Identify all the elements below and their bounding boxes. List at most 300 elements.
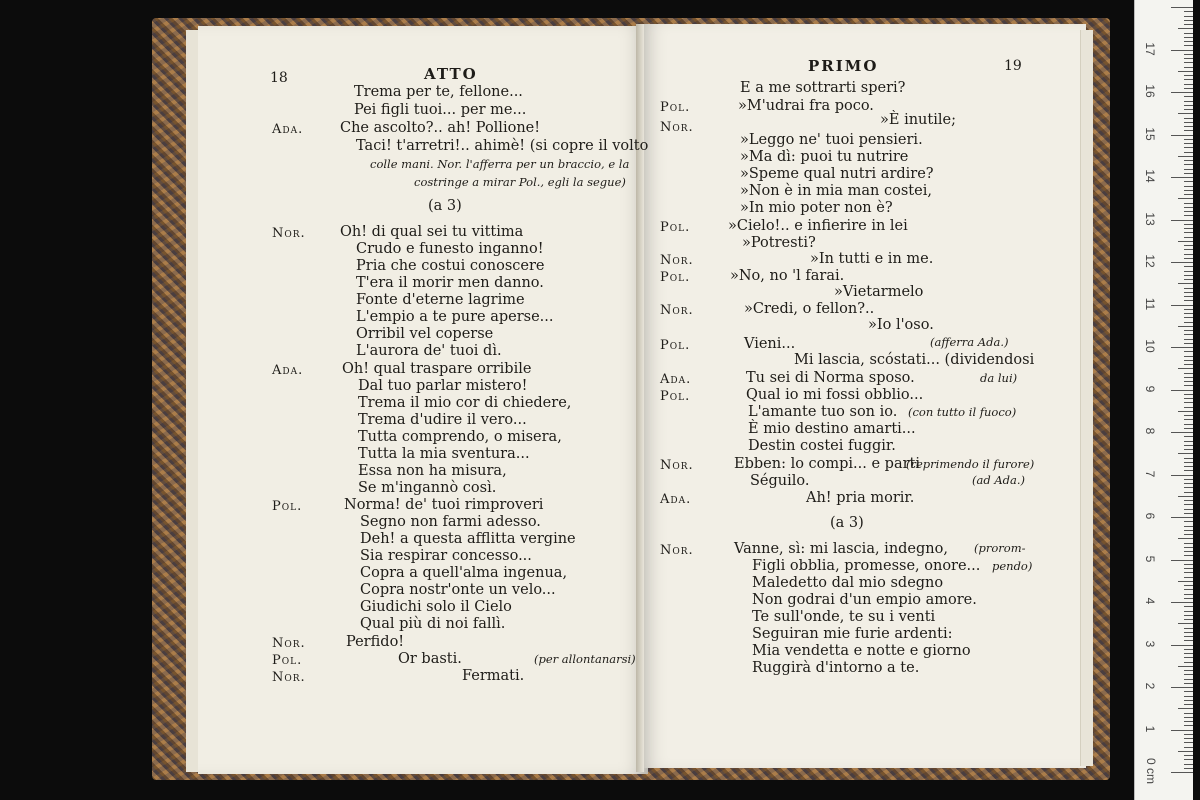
left-page-verse-line: L'empio a te pure aperse... xyxy=(356,309,554,325)
right-page-verse-line: Destin costei fuggir. xyxy=(748,438,896,454)
ruler-tick xyxy=(1171,687,1193,688)
ruler-tick xyxy=(1184,500,1193,501)
ruler-tick xyxy=(1184,41,1193,42)
right-page-verse-line: L'amante tuo son io. xyxy=(748,404,898,420)
left-page-verse-line: Perfido! xyxy=(346,634,405,650)
right-page-speaker-label: Nor. xyxy=(660,120,694,135)
ruler-tick xyxy=(1184,266,1193,267)
right-page-stage-direction: (ad Ada.) xyxy=(972,473,1026,487)
ruler-tick xyxy=(1184,228,1193,229)
ruler-tick xyxy=(1171,390,1193,391)
left-page-speaker-label: Ada. xyxy=(272,363,304,378)
left-page-verse-line: Copra nostr'onte un velo... xyxy=(360,582,556,598)
right-page-verse-line: Vanne, sì: mi lascia, indegno, xyxy=(734,541,948,557)
ruler-tick xyxy=(1184,721,1193,722)
right-page-verse-line: »Potresti? xyxy=(742,235,816,251)
ruler-tick xyxy=(1184,589,1193,590)
ruler-tick xyxy=(1184,356,1193,357)
ruler-tick xyxy=(1171,517,1193,518)
ruler-label: 13 xyxy=(1143,211,1157,226)
left-page-number: 18 xyxy=(270,70,288,86)
ruler-tick xyxy=(1184,462,1193,463)
right-page-verse-line: »Credi, o fellon?.. xyxy=(744,301,875,317)
ruler-tick xyxy=(1184,143,1193,144)
left-page-verse-line: Dal tuo parlar mistero! xyxy=(358,378,528,394)
ruler-tick xyxy=(1184,725,1193,726)
ruler-tick xyxy=(1184,181,1193,182)
ruler-tick xyxy=(1184,96,1193,97)
ruler-tick xyxy=(1184,479,1193,480)
ruler-tick xyxy=(1184,487,1193,488)
ruler-tick xyxy=(1184,207,1193,208)
ruler-tick xyxy=(1184,288,1193,289)
ruler-tick xyxy=(1184,606,1193,607)
right-page-verse-line: »In mio poter non è? xyxy=(740,200,893,216)
ruler-tick xyxy=(1171,347,1193,348)
right-page-speaker-label: Nor. xyxy=(660,303,694,318)
ruler-tick xyxy=(1184,555,1193,556)
right-page-verse-line: »In tutti e in me. xyxy=(810,251,934,267)
ruler-tick xyxy=(1184,75,1193,76)
ruler-tick xyxy=(1184,470,1193,471)
right-page-speaker-label: Ada. xyxy=(660,372,692,387)
right-page-verse-line: »Speme qual nutri ardire? xyxy=(740,166,934,182)
ruler-label: 4 xyxy=(1143,597,1157,605)
measuring-ruler xyxy=(1134,0,1193,800)
right-page-verse-line: Figli obblia, promesse, onore... xyxy=(752,558,981,574)
ruler-tick xyxy=(1184,436,1193,437)
right-page-speaker-label: Nor. xyxy=(660,458,694,473)
ruler-tick xyxy=(1171,135,1193,136)
left-page-verse-line: Norma! de' tuoi rimproveri xyxy=(344,497,544,513)
ruler-tick xyxy=(1184,105,1193,106)
ruler-tick xyxy=(1171,220,1193,221)
ruler-tick xyxy=(1184,351,1193,352)
ruler-tick xyxy=(1184,679,1193,680)
ruler-tick xyxy=(1184,483,1193,484)
ruler-label: 8 xyxy=(1143,427,1157,435)
left-page-verse-line: Che ascolto?.. ah! Pollione! xyxy=(340,120,541,136)
ruler-tick xyxy=(1184,466,1193,467)
ruler-tick xyxy=(1184,640,1193,641)
right-page-verse-line: Ruggirà d'intorno a te. xyxy=(752,660,920,676)
ruler-tick xyxy=(1184,20,1193,21)
ruler-tick xyxy=(1184,717,1193,718)
right-page-verse-line: »Vietarmelo xyxy=(834,284,924,300)
ruler-tick xyxy=(1184,203,1193,204)
ruler-tick xyxy=(1184,572,1193,573)
left-page-verse-line: Fermati. xyxy=(462,668,525,684)
ruler-tick xyxy=(1184,24,1193,25)
ruler-tick xyxy=(1184,109,1193,110)
ruler-tick xyxy=(1184,530,1193,531)
ruler-tick xyxy=(1184,509,1193,510)
ruler-tick xyxy=(1184,215,1193,216)
left-page-verse-line: Tutta la mia sventura... xyxy=(358,446,530,462)
left-page-speaker-label: Ada. xyxy=(272,122,304,137)
ruler-label: 9 xyxy=(1143,385,1157,392)
left-page-verse-line: Taci! t'arretri!.. ahimè! (si copre il volto xyxy=(356,138,649,154)
ruler-label: 15 xyxy=(1143,126,1157,141)
right-page-speaker-label: Pol. xyxy=(660,338,691,353)
right-page-verse-line: »Io l'oso. xyxy=(868,317,934,333)
ruler-tick xyxy=(1184,11,1193,12)
right-page-verse-line: Mia vendetta e notte e giorno xyxy=(752,643,971,659)
right-page-speaker-label: Pol. xyxy=(660,389,691,404)
right-page-stage-direction: (con tutto il fuoco) xyxy=(908,405,1017,419)
ruler-tick xyxy=(1184,526,1193,527)
left-page-verse-line: Sia respirar concesso... xyxy=(360,548,532,564)
ruler-tick xyxy=(1184,738,1193,739)
ruler-label: 7 xyxy=(1143,470,1157,477)
ruler-tick xyxy=(1184,271,1193,272)
right-page-speaker-label: Nor. xyxy=(660,253,694,268)
right-page-speaker-label: Pol. xyxy=(660,270,691,285)
ruler-tick xyxy=(1184,373,1193,374)
ruler-tick xyxy=(1184,594,1193,595)
ruler-label: 6 xyxy=(1143,512,1157,520)
right-page-verse-line: E a me sottrarti speri? xyxy=(740,80,906,96)
right-page-verse-line: »Cielo!.. e infierire in lei xyxy=(728,218,908,234)
left-page-verse-line: Essa non ha misura, xyxy=(358,463,507,479)
ruler-tick xyxy=(1184,330,1193,331)
ruler-label: 5 xyxy=(1143,555,1157,562)
ruler-tick xyxy=(1184,670,1193,671)
ruler-tick xyxy=(1184,62,1193,63)
ruler-tick xyxy=(1178,708,1193,709)
left-page-verse-line: Segno non farmi adesso. xyxy=(360,514,541,530)
left-page-verse-line: L'aurora de' tuoi dì. xyxy=(356,343,502,359)
ruler-tick xyxy=(1184,296,1193,297)
ruler-tick xyxy=(1184,428,1193,429)
right-page-verse-line: (a 3) xyxy=(830,515,864,531)
ruler-tick xyxy=(1184,152,1193,153)
right-page-speaker-label: Pol. xyxy=(660,100,691,115)
ruler-tick xyxy=(1184,662,1193,663)
ruler-tick xyxy=(1184,632,1193,633)
ruler-tick xyxy=(1184,700,1193,701)
ruler-tick xyxy=(1184,381,1193,382)
ruler-tick xyxy=(1184,245,1193,246)
right-page-verse-line: Séguilo. xyxy=(750,473,810,489)
ruler-tick xyxy=(1171,772,1193,773)
ruler-tick xyxy=(1184,449,1193,450)
right-page-verse-line: »Leggo ne' tuoi pensieri. xyxy=(740,132,923,148)
ruler-tick xyxy=(1184,300,1193,301)
ruler-tick xyxy=(1184,186,1193,187)
left-page-stage-direction: costringe a mirar Pol., egli la segue) xyxy=(414,175,626,189)
ruler-tick xyxy=(1184,534,1193,535)
ruler-tick xyxy=(1184,742,1193,743)
ruler-tick xyxy=(1184,628,1193,629)
right-page-verse-line: »M'udrai fra poco. xyxy=(738,98,874,114)
ruler-tick xyxy=(1184,147,1193,148)
right-page-verse-line: Non godrai d'un empio amore. xyxy=(752,592,977,608)
ruler-tick xyxy=(1184,564,1193,565)
right-page-stage-direction: da lui) xyxy=(980,371,1018,385)
left-page-speaker-label: Nor. xyxy=(272,226,306,241)
ruler-tick xyxy=(1178,453,1193,454)
left-page-speaker-label: Pol. xyxy=(272,499,303,514)
ruler-tick xyxy=(1178,28,1193,29)
ruler-tick xyxy=(1184,377,1193,378)
ruler-tick xyxy=(1184,543,1193,544)
ruler-tick xyxy=(1184,224,1193,225)
ruler-tick xyxy=(1184,759,1193,760)
ruler-tick xyxy=(1184,122,1193,123)
ruler-tick xyxy=(1184,194,1193,195)
ruler-tick xyxy=(1184,130,1193,131)
ruler-label: 14 xyxy=(1143,169,1157,183)
ruler-tick xyxy=(1184,84,1193,85)
right-page-number: 19 xyxy=(1004,58,1022,74)
right-page-verse-line: Tu sei di Norma sposo. xyxy=(746,370,915,386)
ruler-tick xyxy=(1184,67,1193,68)
ruler-tick xyxy=(1184,309,1193,310)
ruler-tick xyxy=(1184,683,1193,684)
ruler-tick xyxy=(1184,313,1193,314)
left-page-verse-line: Pei figli tuoi... per me... xyxy=(354,102,527,118)
ruler-tick xyxy=(1178,666,1193,667)
ruler-tick xyxy=(1184,126,1193,127)
ruler-tick xyxy=(1171,305,1193,306)
ruler-tick xyxy=(1184,734,1193,735)
ruler-tick xyxy=(1184,636,1193,637)
ruler-tick xyxy=(1178,411,1193,412)
ruler-tick xyxy=(1184,504,1193,505)
ruler-tick xyxy=(1184,419,1193,420)
right-page-verse-line: Ebben: lo compi... e parti xyxy=(734,456,921,472)
right-page-speaker-label: Ada. xyxy=(660,492,692,507)
left-page-verse-line: Tutta comprendo, o misera, xyxy=(358,429,562,445)
left-page-speaker-label: Pol. xyxy=(272,653,303,668)
ruler-tick xyxy=(1184,164,1193,165)
left-page-header: ATTO xyxy=(424,65,478,83)
right-page-verse-line: Qual io mi fossi obblio... xyxy=(746,387,924,403)
ruler-tick xyxy=(1178,496,1193,497)
left-page-verse-line: Or basti. xyxy=(398,651,462,667)
right-page-verse-line: Te sull'onde, te su i venti xyxy=(752,609,936,625)
ruler-tick xyxy=(1184,458,1193,459)
ruler-label: 10 xyxy=(1143,339,1157,353)
ruler-label: 3 xyxy=(1143,640,1157,647)
ruler-tick xyxy=(1184,691,1193,692)
ruler-tick xyxy=(1184,415,1193,416)
left-page-verse-line: (a 3) xyxy=(428,198,462,214)
ruler-tick xyxy=(1171,602,1193,603)
ruler-tick xyxy=(1184,45,1193,46)
ruler-tick xyxy=(1184,747,1193,748)
right-page-verse-line: »No, no 'l farai. xyxy=(730,268,845,284)
ruler-tick xyxy=(1184,424,1193,425)
ruler-label: 11 xyxy=(1143,297,1157,310)
ruler-tick xyxy=(1184,37,1193,38)
ruler-tick xyxy=(1184,521,1193,522)
ruler-tick xyxy=(1178,241,1193,242)
ruler-tick xyxy=(1184,649,1193,650)
right-page-speaker-label: Nor. xyxy=(660,543,694,558)
ruler-tick xyxy=(1184,258,1193,259)
ruler-tick xyxy=(1184,54,1193,55)
ruler-tick xyxy=(1184,16,1193,17)
ruler-tick xyxy=(1178,113,1193,114)
ruler-tick xyxy=(1178,283,1193,284)
ruler-tick xyxy=(1184,547,1193,548)
ruler-tick xyxy=(1184,364,1193,365)
ruler-tick xyxy=(1171,645,1193,646)
right-page-stage-direction: (reprimendo il furore) xyxy=(906,457,1035,471)
ruler-tick xyxy=(1184,322,1193,323)
left-page-stage-direction: (per allontanarsi) xyxy=(534,652,636,666)
ruler-tick xyxy=(1184,492,1193,493)
ruler-tick xyxy=(1184,279,1193,280)
left-page-verse-line: Orribil vel coperse xyxy=(356,326,494,342)
left-page-verse-line: T'era il morir men danno. xyxy=(356,275,544,291)
ruler-tick xyxy=(1178,538,1193,539)
ruler-tick xyxy=(1184,398,1193,399)
ruler-tick xyxy=(1184,254,1193,255)
left-page-verse-line: Trema il mio cor di chiedere, xyxy=(358,395,572,411)
ruler-tick xyxy=(1184,88,1193,89)
ruler-tick xyxy=(1171,432,1193,433)
ruler-tick xyxy=(1184,343,1193,344)
right-page-stage-direction: (prorom- xyxy=(974,541,1026,555)
ruler-tick xyxy=(1184,615,1193,616)
ruler-tick xyxy=(1184,653,1193,654)
ruler-tick xyxy=(1184,764,1193,765)
ruler-label: 1 xyxy=(1143,725,1157,732)
ruler-tick xyxy=(1184,237,1193,238)
ruler-tick xyxy=(1184,568,1193,569)
ruler-tick xyxy=(1171,560,1193,561)
left-page-verse-line: Fonte d'eterne lagrime xyxy=(356,292,525,308)
ruler-tick xyxy=(1184,275,1193,276)
left-page-verse-line: Copra a quell'alma ingenua, xyxy=(360,565,568,581)
ruler-tick xyxy=(1184,598,1193,599)
right-page-verse-line: »Ma dì: puoi tu nutrire xyxy=(740,149,909,165)
ruler-tick xyxy=(1184,407,1193,408)
ruler-tick xyxy=(1171,7,1193,8)
left-page-verse-line: Deh! a questa afflitta vergine xyxy=(360,531,576,547)
left-page-verse-line: Trema per te, fellone... xyxy=(354,84,523,100)
left-page-verse-line: Se m'ingannò così. xyxy=(358,480,497,496)
ruler-tick xyxy=(1184,33,1193,34)
ruler-tick xyxy=(1178,326,1193,327)
ruler-tick xyxy=(1184,713,1193,714)
ruler-tick xyxy=(1184,657,1193,658)
left-page-verse-line: Oh! qual traspare orribile xyxy=(342,361,532,377)
ruler-tick xyxy=(1184,118,1193,119)
ruler-tick xyxy=(1184,768,1193,769)
ruler-tick xyxy=(1184,577,1193,578)
right-page-verse-line: »Non è in mia man costei, xyxy=(740,183,932,199)
right-page-speaker-label: Pol. xyxy=(660,220,691,235)
ruler-tick xyxy=(1184,551,1193,552)
ruler-tick xyxy=(1178,581,1193,582)
left-page-verse-line: Qual più di noi fallì. xyxy=(360,616,506,632)
ruler-tick xyxy=(1171,50,1193,51)
ruler-tick xyxy=(1184,585,1193,586)
right-page-stage-direction: (afferra Ada.) xyxy=(930,335,1009,349)
ruler-tick xyxy=(1184,317,1193,318)
ruler-tick xyxy=(1184,394,1193,395)
right-page-header: PRIMO xyxy=(808,57,879,75)
ruler-tick xyxy=(1171,177,1193,178)
ruler-tick xyxy=(1184,79,1193,80)
ruler-label: 0 cm xyxy=(1144,757,1158,784)
right-page-edge xyxy=(1080,30,1093,766)
ruler-tick xyxy=(1184,755,1193,756)
ruler-tick xyxy=(1184,334,1193,335)
ruler-tick xyxy=(1184,160,1193,161)
ruler-tick xyxy=(1184,169,1193,170)
ruler-tick xyxy=(1184,173,1193,174)
ruler-tick xyxy=(1184,249,1193,250)
ruler-tick xyxy=(1178,368,1193,369)
right-page-verse-line: Mi lascia, scóstati... (dividendosi xyxy=(794,352,1035,368)
left-page-verse-line: Pria che costui conoscere xyxy=(356,258,545,274)
right-page-stage-direction: pendo) xyxy=(992,559,1033,573)
ruler-label: 17 xyxy=(1143,41,1157,56)
ruler-tick xyxy=(1184,696,1193,697)
ruler-tick xyxy=(1184,211,1193,212)
ruler-tick xyxy=(1171,730,1193,731)
ruler-tick xyxy=(1184,674,1193,675)
book-gutter xyxy=(636,24,644,772)
ruler-label: 12 xyxy=(1143,254,1157,268)
left-page-verse-line: Trema d'udire il vero... xyxy=(358,412,527,428)
ruler-tick xyxy=(1171,475,1193,476)
ruler-tick xyxy=(1184,292,1193,293)
right-page-verse-line: Ah! pria morir. xyxy=(806,490,915,506)
ruler-tick xyxy=(1184,385,1193,386)
ruler-tick xyxy=(1184,704,1193,705)
ruler-tick xyxy=(1171,92,1193,93)
ruler-tick xyxy=(1184,611,1193,612)
ruler-tick xyxy=(1184,139,1193,140)
right-page-verse-line: Maledetto dal mio sdegno xyxy=(752,575,944,591)
ruler-label: 16 xyxy=(1143,84,1157,98)
left-page-stage-direction: colle mani. Nor. l'afferra per un braccio, e la xyxy=(370,157,630,171)
ruler-tick xyxy=(1184,360,1193,361)
ruler-tick xyxy=(1171,262,1193,263)
right-page-verse-line: Vieni... xyxy=(744,336,796,352)
ruler-tick xyxy=(1184,513,1193,514)
ruler-tick xyxy=(1178,71,1193,72)
left-page-verse-line: Oh! di qual sei tu vittima xyxy=(340,224,524,240)
ruler-tick xyxy=(1184,619,1193,620)
ruler-tick xyxy=(1178,156,1193,157)
ruler-tick xyxy=(1184,445,1193,446)
ruler-tick xyxy=(1184,402,1193,403)
ruler-tick xyxy=(1184,232,1193,233)
left-page-speaker-label: Nor. xyxy=(272,636,306,651)
ruler-tick xyxy=(1184,339,1193,340)
ruler-tick xyxy=(1178,623,1193,624)
ruler-tick xyxy=(1184,58,1193,59)
right-page-verse-line: È mio destino amarti... xyxy=(748,421,916,437)
right-page-verse-line: Seguiran mie furie ardenti: xyxy=(752,626,953,642)
ruler-tick xyxy=(1178,198,1193,199)
ruler-tick xyxy=(1178,751,1193,752)
ruler-tick xyxy=(1184,190,1193,191)
ruler-tick xyxy=(1184,101,1193,102)
ruler-tick xyxy=(1184,441,1193,442)
left-page-speaker-label: Nor. xyxy=(272,670,306,685)
ruler-label: 2 xyxy=(1143,682,1157,690)
right-page-verse-line: »È inutile; xyxy=(880,112,956,128)
left-page-verse-line: Giudichi solo il Cielo xyxy=(360,599,512,615)
